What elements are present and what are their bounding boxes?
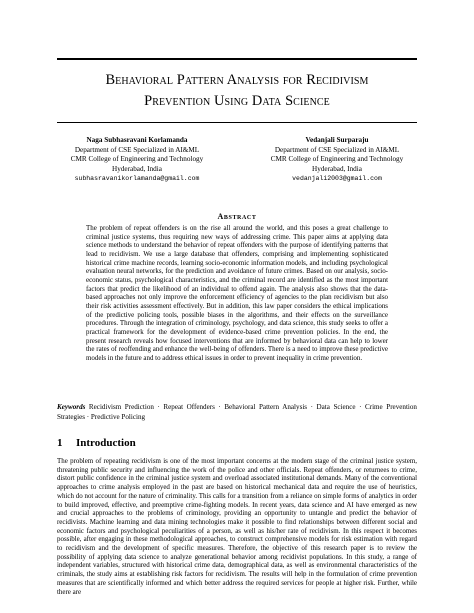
author-email: vedanjali2003@gmail.com [292, 175, 382, 183]
title-bottom-rule [57, 122, 417, 123]
section-heading [57, 437, 417, 449]
author-name: Vedanjali Surparaju [305, 136, 369, 144]
introduction-text: The problem of repeating recidivism is one of the most important concerns at the modern stage of the criminal justice system, threatening public security and influencing the work of the police and other officials. Repeat offenders, or returnees to crime, distort public confidence in the criminal justice system and overload associated institutional demands. Many of the conventional approaches to crime analysis employed in the past are based on historical mechanical data and require the use of heuristics, which do not account for the nature of criminality. This calls for a transition from a reliance on simple forms of analytics in order to build improved, effective, and preemptive crime-fighting models. In recent years, data science and AI have emerged as new and crucial approaches to the problems of criminology, providing an opportunity to untangle and predict the behavior of recidivists. Machine learning and data mining technologies make it possible to find relationships between different social and economic factors and psychological peculiarities of a person, as well as his/her rate of recidivism. In this respect it becomes possible, after engaging in these methodological approaches, to construct comprehensive models for risk estimation with regard to recidivism and the development of specific measures. Therefore, the objective of this research paper is to review the possibility of applying data science to analyze generational behavior among recidivist populations. In this study, a range of independent variables, structured with historical crime data, demographical data, as well as environmental characteristics of the criminals, the study aims at establishing risk factors for recidivism. The results will help in the formulation of crime prevention measures that are scientifically informed and which better address the required services for people at higher risk. Further, while there are [57, 457, 417, 596]
author-name: Naga Subhasravani Korlamanda [86, 136, 188, 144]
abstract-heading: Abstract [217, 212, 257, 221]
paper-title-line-1: Behavioral Pattern Analysis for Recidivism [105, 72, 369, 88]
author-city: Hyderabad, India [312, 164, 362, 173]
paper-title-line-2: Prevention Using Data Science [144, 93, 330, 109]
section-title: Introduction [76, 437, 136, 449]
keywords-label: Keywords [57, 403, 86, 411]
title-top-rule [57, 58, 417, 60]
author-block-1 [52, 136, 222, 184]
author-email: subhasravanikorlamanda@gmail.com [74, 175, 200, 183]
author-block-2 [252, 136, 422, 184]
paper-title [57, 70, 417, 112]
author-city: Hyderabad, India [112, 164, 162, 173]
keywords-text: Recidivism Prediction · Repeat Offenders · Behavioral Pattern Analysis · Data Science · Crime Prevention Strategies · Predictive Policing [57, 403, 417, 421]
author-college: CMR College of Engineering and Technology [70, 155, 204, 164]
author-department: Department of CSE Specialized in AI&ML [274, 145, 400, 154]
author-department: Department of CSE Specialized in AI&ML [74, 145, 200, 154]
section-number: 1 [57, 437, 63, 449]
abstract-text: The problem of repeat offenders is on the rise all around the world, and this poses a great challenge to criminal justice systems, thus requiring new ways of addressing crime. This paper aims at applying data science methods to understand the behavior of repeat offenders with the purpose of identifying patterns that lead to recidivism. We use a large database that offenders, comprising and implementing sophisticated historical crime machine records, learning socio-economic information models, and including psychological evaluation neural networks, for the prediction and avoidance of future crimes. Based on our analysis, socio-economic status, psychological characteristics, and the criminal record are identified as the most important factors that predict the likelihood of an individual to offend again. The analysis also shows that the data-based approaches not only improve the enforcement efficiency of agencies to the plan recidivism but also their risk activities assessment effectively. But in addition, this law paper considers the ethical implications of the predictive policing tools, possible biases in the algorithms, and their effects on the surveillance procedures. Through the integration of criminology, psychology, and data science, this study seeks to offer a practical framework for the development of evidence-based crime prevention policies. In the end, the present research reveals how focused interventions that are informed by behavioral data can help to lower the rates of reoffending and enhance the well-being of offenders. There is a need to improve these predictive models in the future and to address ethical issues in order to prevent inequality in crime prevention. [86, 224, 388, 362]
keywords-line [57, 403, 417, 422]
author-college: CMR College of Engineering and Technology [270, 155, 404, 164]
